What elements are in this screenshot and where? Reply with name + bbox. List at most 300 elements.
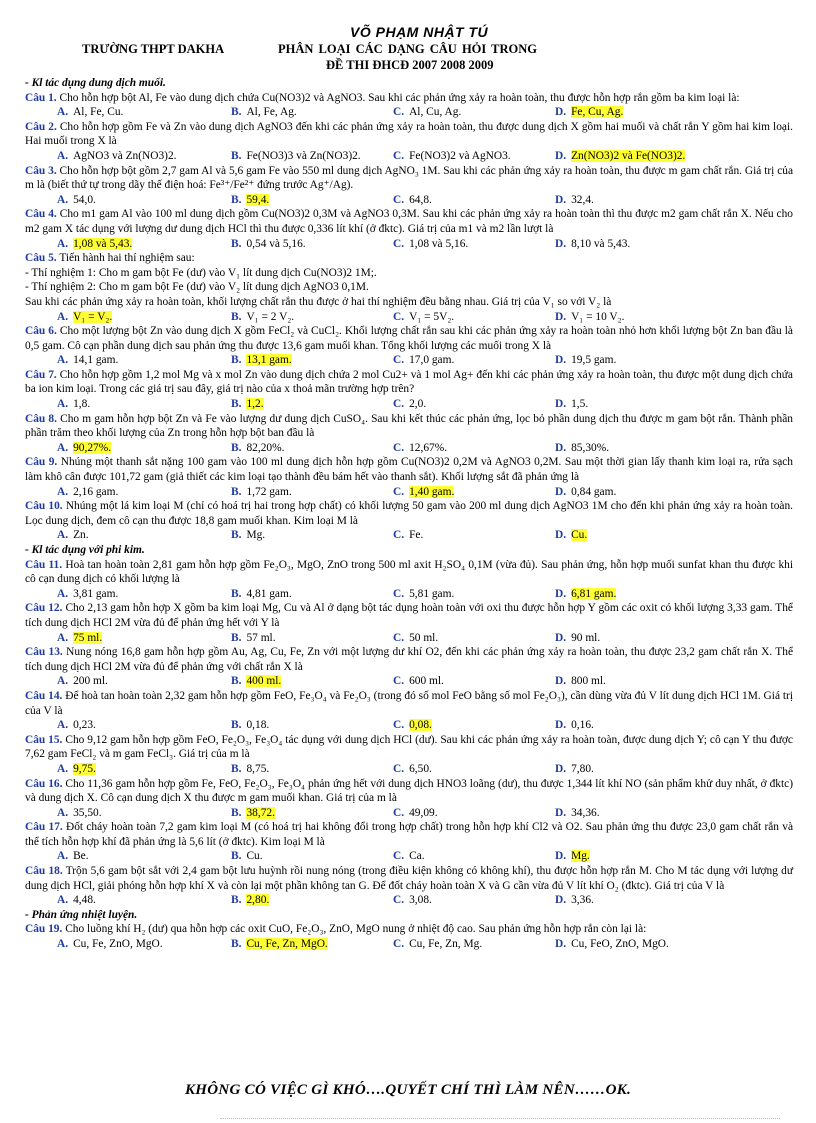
question-number: Câu 19. — [25, 923, 63, 936]
option-letter: D. — [555, 310, 567, 323]
answer-option[interactable] — [555, 718, 594, 733]
correct-answer-text: Cu. — [571, 529, 588, 542]
answer-option[interactable] — [231, 631, 276, 646]
answer-option[interactable] — [57, 674, 108, 689]
answer-option[interactable] — [555, 528, 587, 543]
option-letter: A. — [57, 806, 69, 819]
question-text — [25, 922, 793, 937]
option-letter: B. — [231, 354, 242, 367]
option-letter: D. — [555, 237, 567, 250]
answer-option[interactable] — [231, 718, 269, 733]
option-text: 5,81 gam. — [409, 587, 455, 600]
answer-option[interactable] — [231, 587, 292, 602]
option-text: V₁ = 2 V₂. — [246, 310, 295, 323]
answer-option[interactable] — [555, 353, 616, 368]
answer-options — [25, 806, 793, 821]
answer-option[interactable] — [57, 849, 89, 864]
question-body: Tiến hành hai thí nghiệm sau: — [59, 252, 195, 265]
answer-option[interactable] — [555, 441, 609, 456]
option-letter: D. — [555, 441, 567, 454]
answer-option[interactable] — [393, 193, 432, 208]
option-letter: D. — [555, 762, 567, 775]
option-letter: D. — [555, 398, 567, 411]
question-number: Câu 7. — [25, 368, 57, 381]
answer-option[interactable] — [555, 587, 616, 602]
option-letter: B. — [231, 762, 242, 775]
answer-option[interactable] — [57, 631, 102, 646]
option-letter: B. — [231, 310, 242, 323]
option-text: 0,54 và 5,16. — [246, 237, 306, 250]
answer-option[interactable] — [555, 937, 669, 952]
answer-option[interactable] — [231, 397, 264, 412]
option-letter: D. — [555, 894, 567, 907]
question-text — [25, 558, 793, 587]
option-letter: A. — [57, 193, 69, 206]
option-text: Al, Cu, Ag. — [409, 106, 462, 119]
option-letter: C. — [393, 587, 405, 600]
question-text — [25, 207, 793, 236]
question-body: Cho hỗn hợp gồm 1,2 mol Mg và x mol Zn vào dung dịch chứa 2 mol Cu2+ và 1 mol Ag+ đến khi các phản ứng xảy ra hoàn toàn, thu được một dung dịch chứa ba ion kim loại. Trong các giá trị sau đây, giá trị nào của x thoả mãn trường hợp trên? — [25, 368, 793, 396]
option-text: 0,84 gam. — [571, 485, 617, 498]
correct-answer-text: 9,75. — [73, 762, 96, 775]
answer-option[interactable] — [393, 149, 511, 164]
question-text — [25, 412, 793, 441]
question-text — [25, 601, 793, 630]
answer-option[interactable] — [393, 485, 454, 500]
option-letter: B. — [231, 149, 242, 162]
option-text: Fe(NO3)3 và Zn(NO3)2. — [246, 149, 361, 162]
answer-option[interactable] — [393, 893, 432, 908]
answer-option[interactable] — [57, 149, 177, 164]
option-letter: C. — [393, 149, 405, 162]
option-letter: A. — [57, 850, 69, 863]
answer-option[interactable] — [231, 674, 281, 689]
option-text: Cu. — [246, 850, 263, 863]
question-text — [25, 455, 793, 484]
option-text: 54,0. — [73, 193, 96, 206]
option-letter: C. — [393, 850, 405, 863]
option-letter: C. — [393, 631, 405, 644]
answer-option[interactable] — [393, 310, 454, 325]
answer-options — [25, 237, 793, 252]
option-letter: B. — [231, 193, 242, 206]
answer-option[interactable] — [393, 937, 482, 952]
answer-options — [25, 674, 793, 689]
option-text: 0,18. — [246, 719, 270, 732]
option-text: 1,72 gam. — [246, 485, 292, 498]
option-text: V₁ = 10 V₂. — [571, 310, 625, 323]
answer-option[interactable] — [57, 937, 163, 952]
question-body: Nhúng một thanh sắt nặng 100 gam vào 100 ml dung dịch hỗn hợp gồm Cu(NO3)2 0,2M và AgNO3 0,2M. Sau một thời gian lấy thanh kim loại ra, rửa sạch làm khô cân được 101,72 gam (giả thiết các kim loại tạo thành đều bám hết vào thanh sắt). Khối lượng sắt đã phản ứng là — [25, 456, 794, 484]
question-body: Cho hỗn hợp bột Al, Fe vào dung dịch chứa Cu(NO3)2 và AgNO3. Sau khi các phản ứng xảy ra hoàn toàn, thu được hỗn hợp rắn gồm ba kim loại là: — [59, 91, 740, 104]
question-number: Câu 3. — [25, 164, 57, 177]
option-text: 3,36. — [571, 894, 594, 907]
answer-option[interactable] — [555, 762, 594, 777]
option-text: Cu, FeO, ZnO, MgO. — [571, 938, 669, 951]
answer-options — [25, 587, 793, 602]
option-text: AgNO3 và Zn(NO3)2. — [73, 149, 177, 162]
option-text: 64,8. — [409, 193, 432, 206]
option-text: 800 ml. — [571, 675, 606, 688]
option-text: 0,16. — [571, 719, 594, 732]
correct-answer-text: 1,08 và 5,43. — [73, 237, 133, 250]
correct-answer-text: 1,40 gam. — [409, 485, 455, 498]
option-text: 1,8. — [73, 398, 91, 411]
option-text: Mg. — [246, 529, 266, 542]
correct-answer-text: 75 ml. — [73, 631, 103, 644]
question-body: Cho hỗn hợp bột gồm 2,7 gam Al và 5,6 gam Fe vào 550 ml dung dịch AgNO₃ 1M. Sau khi các phản ứng xảy ra hoàn toàn, thu được m gam chất rắn. Giá trị của m là (biết thứ tự trong dãy thế điện hoá: Fe³⁺/Fe²⁺ đứng trước Ag⁺/Ag). — [25, 164, 793, 192]
option-letter: C. — [393, 354, 405, 367]
option-text: 34,36. — [571, 806, 600, 819]
document-title-line1: PHÂN LOẠI CÁC DẠNG CÂU HỎI TRONG — [278, 42, 538, 56]
question-body: Cho 2,13 gam hỗn hợp X gồm ba kim loại Mg, Cu và Al ở dạng bột tác dụng hoàn toàn với oxi thu được hỗn hợp Y gồm các oxit có khối lượng 3,33 gam. Thể tích dung dịch HCl 2M vừa đủ để phản ứng hết với Y là — [25, 602, 793, 629]
question-body: Cho luồng khí H₂ (dư) qua hỗn hợp các oxit CuO, Fe₂O₃, ZnO, MgO nung ở nhiệt độ cao. Sau phản ứng hỗn hợp rắn còn lại là: — [65, 923, 647, 936]
option-text: 49,09. — [409, 806, 438, 819]
answer-option[interactable] — [393, 441, 447, 456]
answer-option[interactable] — [555, 631, 600, 646]
question-text — [25, 733, 793, 762]
question-extra-line: Sau khi các phản ứng xảy ra hoàn toàn, khối lượng chất rắn thu được ở hai thí nghiệm đều bằng nhau. Giá trị của V₁ so với V₂ là — [25, 295, 612, 308]
option-text: 8,75. — [246, 762, 270, 775]
answer-option[interactable] — [57, 718, 96, 733]
option-text: 7,80. — [571, 762, 594, 775]
option-text: 3,08. — [409, 894, 432, 907]
correct-answer-text: Fe, Cu, Ag. — [571, 106, 624, 119]
answer-options — [25, 397, 793, 412]
option-letter: C. — [393, 675, 405, 688]
answer-options — [25, 441, 793, 456]
option-text: Al, Fe, Cu. — [73, 106, 124, 119]
option-letter: C. — [393, 529, 405, 542]
answer-option[interactable] — [555, 149, 685, 164]
slogan: KHÔNG CÓ VIỆC GÌ KHÓ….QUYẾT CHÍ THÌ LÀM NÊN……OK. — [184, 1082, 632, 1098]
answer-option[interactable] — [393, 762, 432, 777]
question-number: Câu 9. — [25, 456, 58, 469]
answer-option[interactable] — [231, 937, 328, 952]
option-text: Cu, Fe, Zn, Mg. — [409, 938, 483, 951]
option-letter: D. — [555, 354, 567, 367]
option-letter: A. — [57, 675, 69, 688]
question-number: Câu 4. — [25, 208, 57, 221]
question-number: Câu 12. — [25, 602, 63, 615]
answer-option[interactable] — [231, 353, 292, 368]
option-letter: B. — [231, 806, 242, 819]
question-text — [25, 820, 793, 849]
answer-option[interactable] — [57, 587, 118, 602]
answer-options — [25, 193, 793, 208]
option-letter: D. — [555, 675, 567, 688]
question-text — [25, 864, 793, 893]
option-letter: A. — [57, 106, 69, 119]
option-letter: A. — [57, 762, 69, 775]
option-letter: B. — [231, 631, 242, 644]
document-title-line2: ĐỀ THI ĐHCĐ 2007 2008 2009 — [326, 58, 494, 72]
correct-answer-text: 6,81 gam. — [571, 587, 617, 600]
option-text: 14,1 gam. — [73, 354, 119, 367]
school-name: TRƯỜNG THPT DAKHA — [82, 42, 225, 56]
option-letter: A. — [57, 485, 69, 498]
answer-option[interactable] — [555, 674, 606, 689]
answer-option[interactable] — [393, 849, 425, 864]
footer-dotted-line — [220, 1118, 780, 1119]
option-text: 1,5. — [571, 398, 589, 411]
answer-option[interactable] — [57, 485, 118, 500]
answer-option[interactable] — [57, 193, 96, 208]
answer-option[interactable] — [231, 193, 269, 208]
question-text — [25, 120, 793, 149]
option-text: 4,48. — [73, 894, 96, 907]
question-number: Câu 16. — [25, 777, 63, 790]
answer-options — [25, 631, 793, 646]
question-list — [25, 76, 793, 952]
option-letter: D. — [555, 106, 567, 119]
option-text: 19,5 gam. — [571, 354, 617, 367]
correct-answer-text: Mg. — [571, 850, 590, 863]
option-text: 17,0 gam. — [409, 354, 455, 367]
answer-option[interactable] — [231, 149, 361, 164]
option-text: 200 ml. — [73, 675, 108, 688]
option-letter: C. — [393, 938, 405, 951]
option-letter: A. — [57, 310, 69, 323]
option-letter: C. — [393, 894, 405, 907]
option-letter: D. — [555, 938, 567, 951]
correct-answer-text: 13,1 gam. — [246, 354, 292, 367]
option-letter: B. — [231, 485, 242, 498]
answer-option[interactable] — [231, 806, 275, 821]
question-number: Câu 18. — [25, 865, 63, 878]
answer-option[interactable] — [393, 806, 438, 821]
option-letter: C. — [393, 806, 405, 819]
answer-option[interactable] — [555, 397, 588, 412]
question-number: Câu 10. — [25, 500, 63, 513]
answer-option[interactable] — [231, 893, 269, 908]
option-letter: C. — [393, 237, 405, 250]
option-letter: B. — [231, 850, 242, 863]
answer-option[interactable] — [393, 587, 454, 602]
answer-option[interactable] — [393, 718, 432, 733]
option-letter: D. — [555, 587, 567, 600]
option-letter: B. — [231, 894, 242, 907]
answer-option[interactable] — [555, 806, 600, 821]
option-text: 90 ml. — [571, 631, 601, 644]
question-body: Trộn 5,6 gam bột sắt với 2,4 gam bột lưu huỳnh rồi nung nóng (trong điều kiện không có không khí), thu được hỗn hợp rắn M. Cho M tác dụng với lượng dư dung dịch HCl, giải phóng hỗn hợp khí X và còn lại một phần không tan G. Để đốt cháy hoàn toàn X và G cần vừa đủ V lít khí O₂ (đktc). Giá trị của V là — [25, 865, 793, 892]
option-text: Fe(NO3)2 và AgNO3. — [409, 149, 511, 162]
option-letter: A. — [57, 354, 69, 367]
option-text: 12,67%. — [409, 441, 448, 454]
answer-option[interactable] — [393, 674, 444, 689]
answer-option[interactable] — [555, 310, 624, 325]
section-title: - Phản ứng nhiệt luyện. — [25, 908, 138, 921]
answer-option[interactable] — [57, 762, 96, 777]
option-letter: B. — [231, 237, 242, 250]
question-number: Câu 5. — [25, 252, 57, 265]
answer-option[interactable] — [57, 397, 90, 412]
option-letter: A. — [57, 149, 69, 162]
answer-options — [25, 937, 793, 952]
option-text: 2,0. — [409, 398, 427, 411]
option-letter: D. — [555, 631, 567, 644]
answer-options — [25, 762, 793, 777]
answer-options — [25, 893, 793, 908]
answer-option[interactable] — [57, 105, 123, 120]
section-title: - Kl tác dụng với phi kim. — [25, 544, 145, 556]
author-name: VÕ PHẠM NHẬT TÚ — [350, 24, 489, 40]
option-text: 0,23. — [73, 719, 96, 732]
question-body: Cho m1 gam Al vào 100 ml dung dịch gồm Cu(NO3)2 0,3M và AgNO3 0,3M. Sau khi các phản ứng xảy ra hoàn toàn thì thu được m2 gam chất rắn X. Nếu cho m2 gam X tác dụng với lượng dư dung dịch HCl thì thu được 0,336 lít khí (ở đktc). Giá trị của m1 và m2 lần lượt là — [25, 208, 793, 235]
question-body: Nung nóng 16,8 gam hỗn hợp gồm Au, Ag, Cu, Fe, Zn với một lượng dư khí O2, đến khi các phản ứng xảy ra hoàn toàn, thu được 23,2 gam chất rắn X. Thể tích dung dịch HCl 2M vừa đủ để phản ứng với chất rắn X là — [25, 646, 794, 673]
answer-option[interactable] — [231, 237, 306, 252]
option-text: 35,50. — [73, 806, 102, 819]
answer-option[interactable] — [231, 528, 265, 543]
answer-options — [25, 718, 793, 733]
option-letter: C. — [393, 762, 405, 775]
correct-answer-text: V₁ = V₂. — [73, 310, 113, 323]
correct-answer-text: 59,4. — [246, 193, 270, 206]
question-body: Cho 11,36 gam hỗn hợp gồm Fe, FeO, Fe₂O₃, Fe₃O₄ phản ứng hết với dung dịch HNO3 loãng (dư), thu được 1,344 lít khí NO (sản phẩm khử duy nhất, ở đktc) và dung dịch X. Cô cạn dung dịch X thu được m gam muối khan. Giá trị của m là — [25, 777, 793, 805]
answer-option[interactable] — [393, 397, 426, 412]
option-text: 57 ml. — [246, 631, 276, 644]
answer-option[interactable] — [57, 806, 102, 821]
answer-options — [25, 485, 793, 500]
answer-options — [25, 353, 793, 368]
option-text: V₁ = 5V₂. — [409, 310, 455, 323]
option-text: 32,4. — [571, 193, 594, 206]
option-text: 85,30%. — [571, 441, 610, 454]
option-letter: A. — [57, 631, 69, 644]
option-letter: B. — [231, 529, 242, 542]
answer-option[interactable] — [393, 631, 438, 646]
option-letter: A. — [57, 441, 69, 454]
question-number: Câu 8. — [25, 412, 57, 425]
question-text — [25, 499, 793, 528]
option-text: 2,16 gam. — [73, 485, 119, 498]
answer-option[interactable] — [57, 353, 118, 368]
question-body: Cho hỗn hợp gồm Fe và Zn vào dung dịch AgNO3 đến khi các phản ứng xảy ra hoàn toàn, thu được dung dịch X gồm hai muối và chất rắn Y gồm hai kim loại. Hai muối trong X là — [25, 120, 793, 148]
correct-answer-text: 38,72. — [246, 806, 275, 819]
option-letter: B. — [231, 106, 242, 119]
question-body: Cho 9,12 gam hỗn hợp gồm FeO, Fe₂O₃, Fe₃O₄ tác dụng với dung dịch HCl (dư). Sau khi các phản ứng xảy ra hoàn toàn, được dung dịch Y; cô cạn Y thu được 7,62 gam FeCl₂ và m gam FeCl₃. Giá trị của m là — [25, 733, 793, 761]
question-text — [25, 645, 793, 674]
option-letter: A. — [57, 398, 69, 411]
option-letter: A. — [57, 894, 69, 907]
answer-option[interactable] — [231, 762, 269, 777]
correct-answer-text: 2,80. — [246, 894, 270, 907]
answer-option[interactable] — [57, 893, 96, 908]
answer-option[interactable] — [393, 105, 461, 120]
question-body: Cho m gam hỗn hợp bột Zn và Fe vào lượng dư dung dịch CuSO₄. Sau khi kết thúc các phản ứng, lọc bỏ phần dung dịch thu được m gam bột rắn. Thành phần phần trăm theo khối lượng của Zn trong hỗn hợp bột ban đầu là — [25, 412, 793, 440]
question-text — [25, 324, 793, 353]
option-letter: A. — [57, 719, 69, 732]
option-letter: A. — [57, 529, 69, 542]
option-text: 1,08 và 5,16. — [409, 237, 469, 250]
answer-option[interactable] — [393, 353, 454, 368]
option-letter: D. — [555, 149, 567, 162]
option-text: 8,10 và 5,43. — [571, 237, 631, 250]
question-text — [25, 689, 793, 718]
question-number: Câu 14. — [25, 689, 63, 702]
answer-option[interactable] — [555, 485, 616, 500]
option-letter: C. — [393, 398, 405, 411]
question-text — [25, 164, 793, 193]
option-letter: B. — [231, 938, 242, 951]
answer-options — [25, 849, 793, 864]
option-text: 50 ml. — [409, 631, 439, 644]
question-body: Đốt cháy hoàn toàn 7,2 gam kim loại M (có hoá trị hai không đổi trong hợp chất) trong hỗn hợp khí Cl2 và O2. Sau phản ứng thu được 23,0 gam chất rắn và thể tích hỗn hợp khí đã phản ứng là 5,6 lít (ở đktc). Kim loại M là — [25, 821, 793, 848]
question-extra-line: - Thí nghiệm 2: Cho m gam bột Fe (dư) vào V₂ lít dung dịch AgNO3 0,1M. — [25, 281, 369, 294]
option-letter: A. — [57, 237, 69, 250]
answer-options — [25, 149, 793, 164]
option-text: Ca. — [409, 850, 425, 863]
question-number: Câu 2. — [25, 120, 57, 133]
option-letter: B. — [231, 441, 242, 454]
option-letter: B. — [231, 719, 242, 732]
correct-answer-text: 1,2. — [246, 398, 264, 411]
option-letter: A. — [57, 587, 69, 600]
option-text: Cu, Fe, ZnO, MgO. — [73, 938, 163, 951]
answer-option[interactable] — [231, 310, 294, 325]
question-body: Cho một lượng bột Zn vào dung dịch X gồm FeCl₂ và CuCl₂. Khối lượng chất rắn sau khi các phản ứng xảy ra hoàn toàn nhỏ hơn khối lượng bột Zn ban đầu là 0,5 gam. Cô cạn phần dung dịch sau phản ứng thu được 13,6 gam muối khan. Tổng khối lượng các muối trong X là — [25, 325, 793, 352]
answer-option[interactable] — [555, 849, 590, 864]
option-letter: C. — [393, 485, 405, 498]
answer-option[interactable] — [393, 237, 468, 252]
answer-option[interactable] — [231, 441, 284, 456]
correct-answer-text: 0,08. — [409, 719, 432, 732]
option-letter: D. — [555, 193, 567, 206]
option-text: 4,81 gam. — [246, 587, 292, 600]
answer-option[interactable] — [555, 893, 594, 908]
question-text — [25, 777, 793, 806]
option-letter: A. — [57, 938, 69, 951]
question-number: Câu 17. — [25, 821, 63, 834]
answer-option[interactable] — [57, 237, 132, 252]
option-text: Fe. — [409, 529, 424, 542]
answer-option[interactable] — [555, 237, 630, 252]
answer-option[interactable] — [231, 849, 263, 864]
question-body: Nhúng một lá kim loại M (chỉ có hoá trị hai trong hợp chất) có khối lượng 50 gam vào 200 ml dung dịch AgNO3 1M cho đến khi phản ứng xảy ra hoàn toàn. Lọc dung dịch, đem cô cạn thu được 18,8 gam muối khan. Kim loại M là — [25, 500, 793, 527]
answer-option[interactable] — [57, 441, 111, 456]
option-letter: D. — [555, 806, 567, 819]
answer-option[interactable] — [57, 310, 112, 325]
question-number: Câu 6. — [25, 325, 57, 338]
option-text: 600 ml. — [409, 675, 444, 688]
correct-answer-text: Zn(NO3)2 và Fe(NO3)2. — [571, 149, 686, 162]
answer-option[interactable] — [555, 193, 594, 208]
answer-option[interactable] — [57, 528, 89, 543]
answer-option[interactable] — [393, 528, 423, 543]
answer-option[interactable] — [231, 485, 292, 500]
option-text: 3,81 gam. — [73, 587, 119, 600]
question-text — [25, 251, 793, 266]
question-body: Hoà tan hoàn toàn 2,81 gam hỗn hợp gồm Fe₂O₃, MgO, ZnO trong 500 ml axit H₂SO₄ 0,1M (vừa đủ). Sau phản ứng, hỗn hợp muối sunfat khan thu được khi cô cạn dung dịch có khối lượng là — [25, 558, 793, 586]
correct-answer-text: 90,27%. — [73, 441, 112, 454]
question-number: Câu 1. — [25, 91, 57, 104]
option-letter: D. — [555, 719, 567, 732]
answer-option[interactable] — [555, 105, 623, 120]
option-text: Zn. — [73, 529, 89, 542]
option-text: 6,50. — [409, 762, 432, 775]
option-letter: B. — [231, 398, 242, 411]
correct-answer-text: 400 ml. — [246, 675, 282, 688]
answer-option[interactable] — [231, 105, 297, 120]
correct-answer-text: Cu, Fe, Zn, MgO. — [246, 938, 328, 951]
section-title: - Kl tác dụng dung dịch muối. — [25, 77, 166, 89]
answer-options — [25, 528, 793, 543]
question-extra-line: - Thí nghiệm 1: Cho m gam bột Fe (dư) vào V₁ lít dung dịch Cu(NO3)2 1M;. — [25, 266, 377, 279]
question-body: Để hoà tan hoàn toàn 2,32 gam hỗn hợp gồm FeO, Fe₃O₄ và Fe₂O₃ (trong đó số mol FeO bằng số mol Fe₂O₃), cần dùng vừa đủ V lít dung dịch HCl 1M. Giá trị của V là — [25, 689, 794, 717]
option-letter: C. — [393, 106, 405, 119]
question-number: Câu 11. — [25, 558, 63, 571]
option-letter: D. — [555, 850, 567, 863]
